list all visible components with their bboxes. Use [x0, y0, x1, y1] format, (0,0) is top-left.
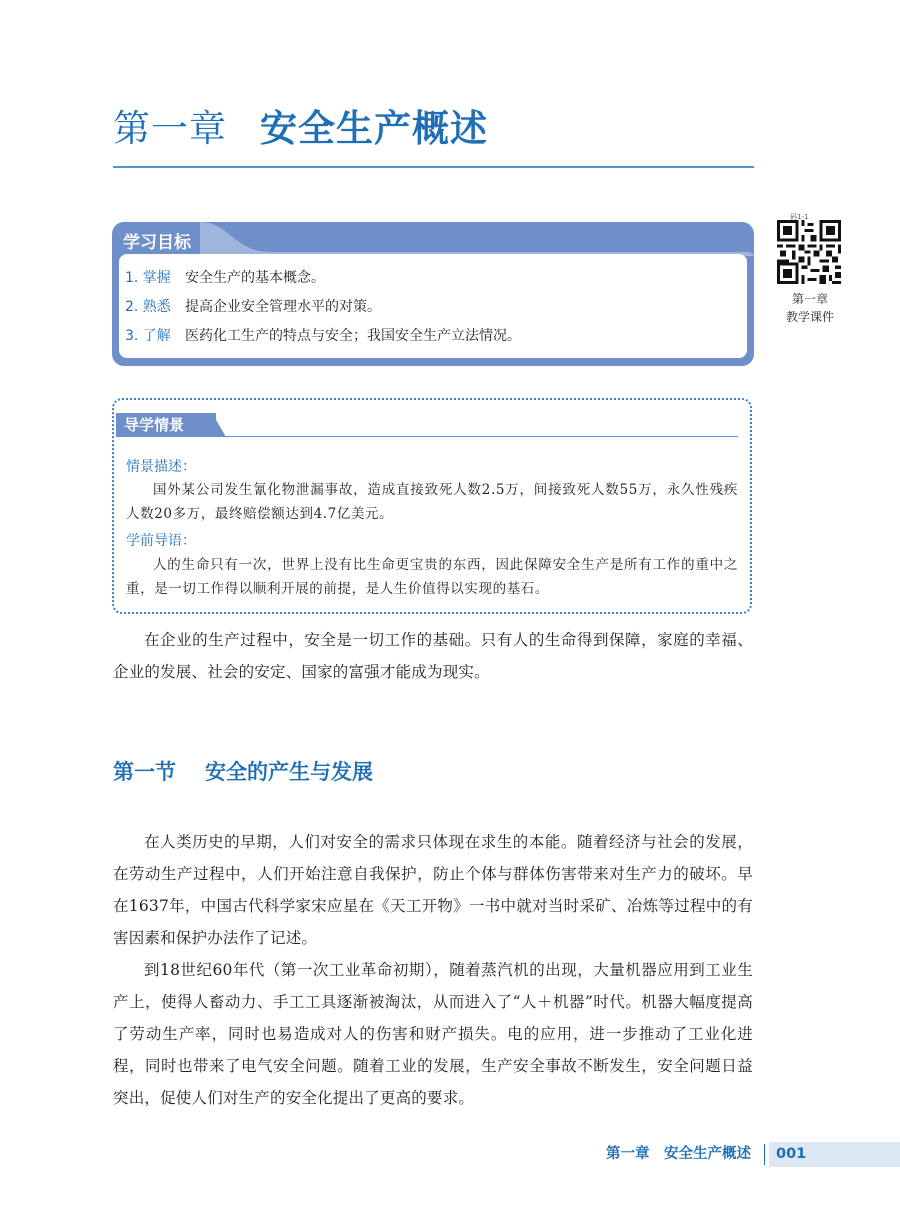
qr-code-label: 码1-1: [790, 213, 809, 221]
guide-title-rule: [116, 436, 738, 437]
goal-item: [125, 266, 325, 288]
goals-header-curve: [200, 222, 754, 256]
qr-caption: [770, 290, 850, 326]
scenario-text: 国外某公司发生氰化物泄漏事故，造成直接致死人数2.5万，间接致死人数55万，永久性残疾人数20多万，最终赔偿额达到4.7亿美元。: [126, 482, 738, 522]
section-title: 安全的产生与发展: [205, 760, 373, 784]
goal-text: 提高企业安全管理水平的对策。: [185, 299, 381, 315]
goal-item: [125, 295, 381, 317]
goal-text: 安全生产的基本概念。: [185, 270, 325, 286]
chapter-title: 安全生产概述: [260, 107, 488, 150]
qr-caption-line1: 第一章: [791, 292, 828, 306]
chapter-divider: [113, 166, 754, 168]
chapter-number: 第一章: [113, 107, 227, 150]
qr-caption-line2: 教学课件: [785, 310, 834, 324]
footer-separator: [764, 1144, 765, 1165]
prelearn-text: 人的生命只有一次，世界上没有比生命更宝贵的东西，因此保障安全生产是所有工作的重中之重，是一切工作得以顺利开展的前提，是人生价值得以实现的基石。: [126, 557, 738, 597]
goal-key: 3. 了解: [125, 328, 171, 344]
goal-key: 1. 掌握: [125, 270, 171, 286]
section-paragraph: 在人类历史的早期，人们对安全的需求只体现在求生的本能。随着经济与社会的发展，在劳动生产过程中，人们开始注意自我保护，防止个体与群体伤害带来对生产力的破坏。早在1637年，中国古代科学家宋应星在《天工开物》一书中就对当时采矿、冶炼等过程中的有害因素和保护办法作了记述。: [113, 833, 753, 947]
section-number: 第一节: [113, 760, 176, 784]
goal-text: 医药化工生产的特点与安全；我国安全生产立法情况。: [185, 328, 521, 344]
learning-goals-title: 学习目标: [123, 233, 191, 253]
section-paragraph: 到18世纪60年代（第一次工业革命初期），随着蒸汽机的出现，大量机器应用到工业生产上，使得人畜动力、手工工具逐渐被淘汰，从而进入了“人＋机器”时代。机器大幅度提高了劳动生产率，同时也易造成对人的伤害和财产损失。电的应用，进一步推动了工业化进程，同时也带来了电气安全问题。随着工业的发展，生产安全事故不断发生，安全问题日益突出，促使人们对生产的安全化提出了更高的要求。: [113, 961, 753, 1107]
goal-key: 2. 熟悉: [125, 299, 171, 315]
guide-title: 导学情景: [116, 413, 216, 437]
footer-chapter-title: 第一章 安全生产概述: [606, 1146, 751, 1162]
scenario-label: 情景描述：: [126, 459, 196, 475]
page-number: 001: [776, 1146, 807, 1162]
qr-code[interactable]: [777, 220, 841, 284]
prelearn-label: 学前导语：: [126, 533, 196, 549]
intro-paragraph: 在企业的生产过程中，安全是一切工作的基础。只有人的生命得到保障，家庭的幸福、企业的发展、社会的安定、国家的富强才能成为现实。: [113, 631, 753, 681]
guide-tab-slant: [206, 413, 226, 437]
goal-item: [125, 324, 521, 346]
